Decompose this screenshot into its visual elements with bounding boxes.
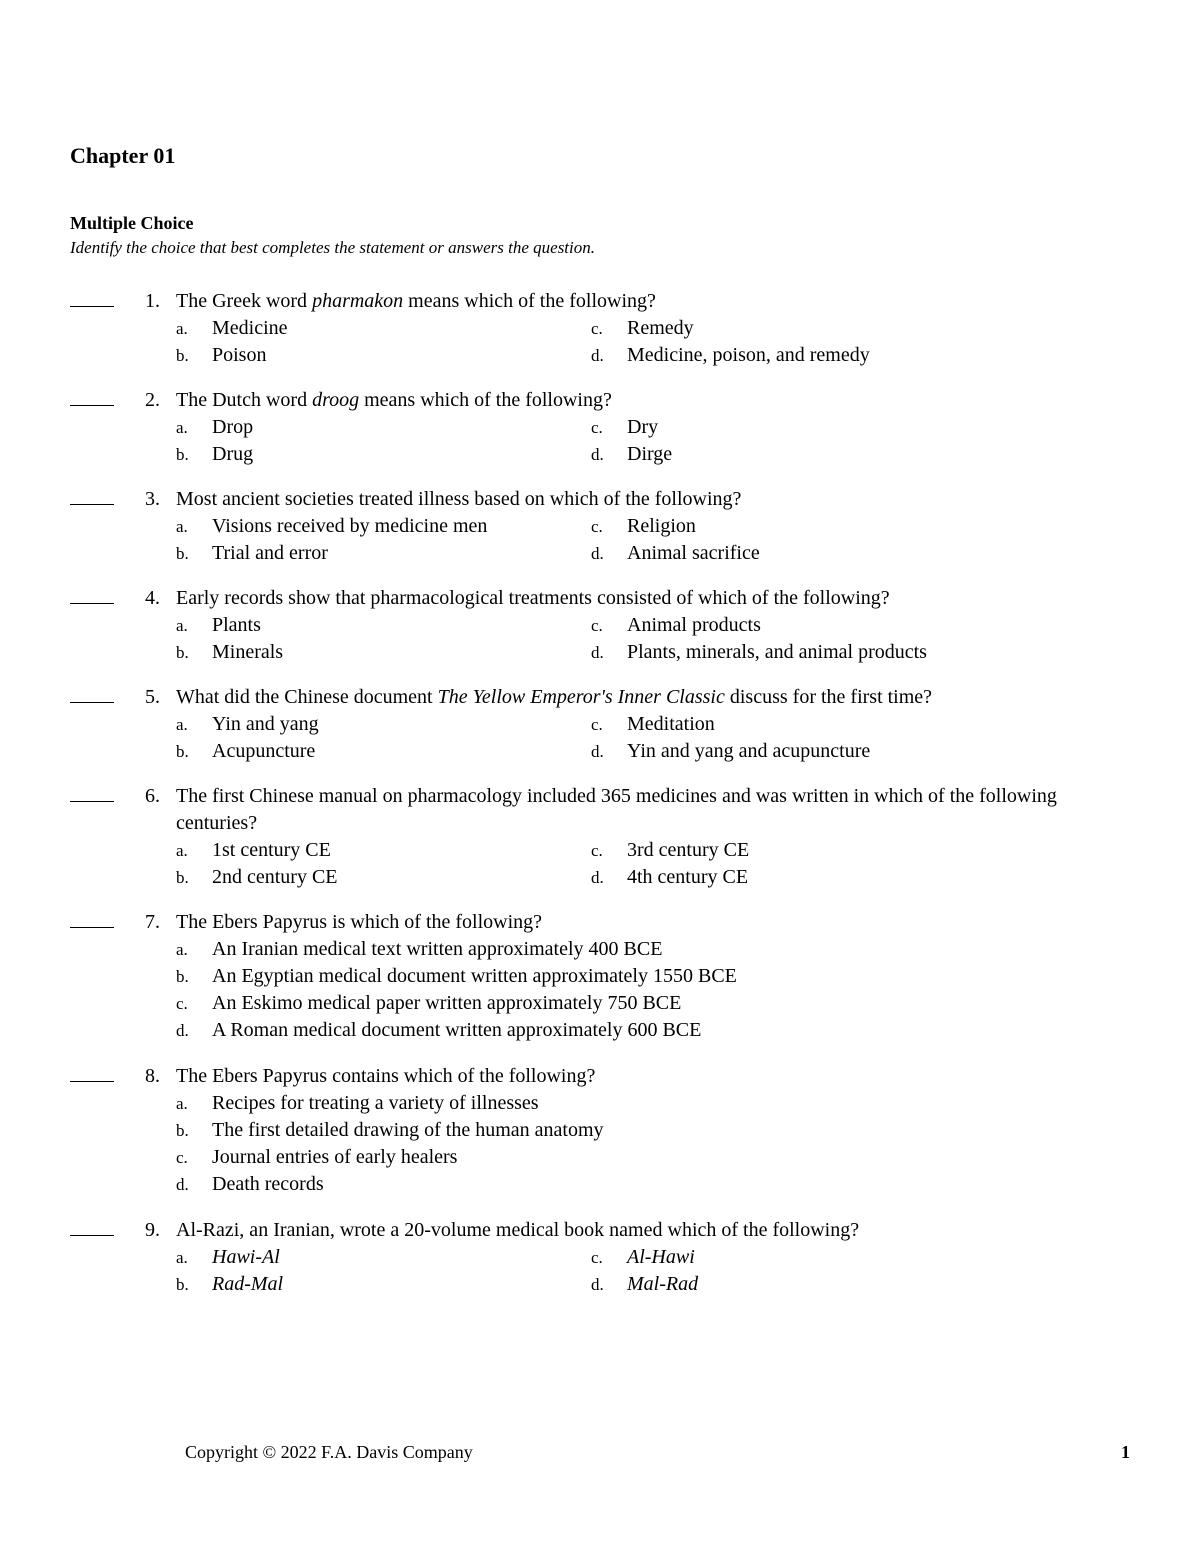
question-stem: The Ebers Papyrus contains which of the following?	[176, 1065, 596, 1087]
question-number: 2.	[145, 389, 160, 411]
page-number: 1	[1121, 1442, 1130, 1462]
answer-blank[interactable]	[70, 801, 114, 802]
question-stem: The Greek word pharmakon means which of the following?	[176, 290, 656, 312]
question-stem: Early records show that pharmacological treatments consisted of which of the following?	[176, 587, 890, 609]
answer-blank[interactable]	[70, 306, 114, 307]
question-number: 7.	[145, 911, 160, 933]
answer-blank[interactable]	[70, 603, 114, 604]
answer-blank[interactable]	[70, 702, 114, 703]
question-number: 8.	[145, 1065, 160, 1087]
question-number: 3.	[145, 488, 160, 510]
answer-blank[interactable]	[70, 1235, 114, 1236]
question-stem: Most ancient societies treated illness based on which of the following?	[176, 488, 742, 510]
question-stem: The Dutch word droog means which of the following?	[176, 389, 612, 411]
chapter-title: Chapter 01	[70, 143, 176, 168]
question-stem: Al-Razi, an Iranian, wrote a 20-volume medical book named which of the following?	[176, 1219, 860, 1241]
question-number: 4.	[145, 587, 160, 609]
question-stem: What did the Chinese document The Yellow Emperor's Inner Classic discuss for the first time?	[176, 686, 933, 708]
answer-blank[interactable]	[70, 405, 114, 406]
question-stem: The first Chinese manual on pharmacology included 365 medicines and was written in which of the following centuries?	[176, 785, 1057, 834]
question-number: 1.	[145, 290, 160, 312]
section-title: Multiple Choice	[70, 213, 194, 233]
instructions: Identify the choice that best completes the statement or answers the question.	[70, 238, 595, 257]
answer-blank[interactable]	[70, 927, 114, 928]
question-number: 9.	[145, 1219, 160, 1241]
answer-blank[interactable]	[70, 1081, 114, 1082]
answer-blank[interactable]	[70, 504, 114, 505]
question-stem: The Ebers Papyrus is which of the following?	[176, 911, 543, 933]
question-number: 6.	[145, 785, 160, 807]
footer-copyright: Copyright © 2022 F.A. Davis Company	[185, 1442, 473, 1462]
question-number: 5.	[145, 686, 160, 708]
